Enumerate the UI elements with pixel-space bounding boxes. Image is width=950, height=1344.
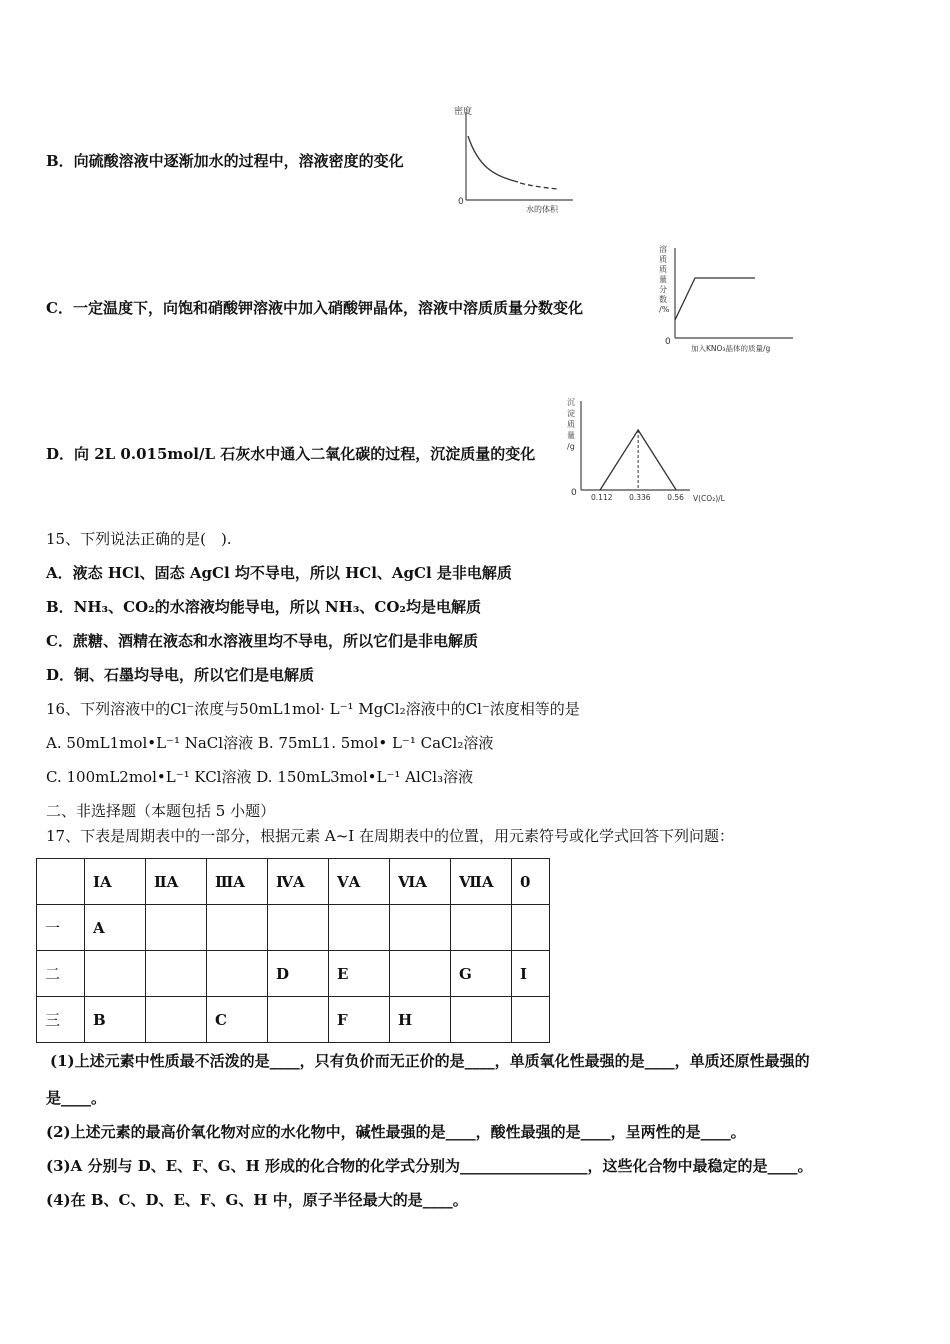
table-cell bbox=[268, 905, 329, 951]
graph-c-mass-fraction bbox=[653, 238, 803, 358]
table-cell bbox=[512, 997, 550, 1043]
graph-ylabel-unit: /% bbox=[659, 305, 670, 314]
graph-ylabel-char: 质 bbox=[659, 265, 667, 274]
graph-c-ylabel bbox=[659, 244, 670, 314]
graph-d-ylabel bbox=[567, 398, 575, 451]
table-cell bbox=[37, 859, 85, 905]
table-header-cell: ⅥA bbox=[390, 859, 451, 905]
graph-c-xlabel: 加入KNO₃晶体的质量/g bbox=[691, 344, 771, 353]
table-row bbox=[37, 905, 550, 951]
q17-sub1-line1: (1)上述元素中性质最不活泼的是____，只有负价而无正价的是____，单质氧化性最强的是____，单质还原性最强的 bbox=[50, 1052, 810, 1070]
table-cell: H bbox=[390, 997, 451, 1043]
table-cell bbox=[146, 905, 207, 951]
table-cell bbox=[451, 905, 512, 951]
option-b-text: B．向硫酸溶液中逐渐加水的过程中，溶液密度的变化 bbox=[46, 152, 404, 170]
table-header-cell: ⅦA bbox=[451, 859, 512, 905]
graph-d-ticks bbox=[591, 493, 684, 502]
q16-options-ab: A. 50mL1mol•L⁻¹ NaCl溶液 B. 75mL1. 5mol• L⁻¹ CaCl₂溶液 bbox=[46, 734, 494, 752]
graph-b-origin: 0 bbox=[458, 197, 464, 207]
graph-ylabel-char: 量 bbox=[659, 275, 667, 284]
table-row bbox=[37, 997, 550, 1043]
table-cell: 二 bbox=[37, 951, 85, 997]
table-cell bbox=[512, 905, 550, 951]
q15-option-c: C．蔗糖、酒精在液态和水溶液里均不导电，所以它们是非电解质 bbox=[46, 632, 478, 650]
graph-ylabel-char: 数 bbox=[659, 295, 667, 304]
graph-c-origin: 0 bbox=[665, 337, 671, 347]
graph-ylabel-unit: /g bbox=[567, 442, 575, 451]
q17-sub3: (3)A 分别与 D、E、F、G、H 形成的化合物的化学式分别为_________________，这些化合物中最稳定的是____。 bbox=[46, 1157, 813, 1175]
table-cell bbox=[451, 997, 512, 1043]
table-cell bbox=[207, 905, 268, 951]
table-cell: G bbox=[451, 951, 512, 997]
table-header-cell: ⅡA bbox=[146, 859, 207, 905]
graph-b-curve-dashed bbox=[520, 183, 558, 189]
table-header-cell: ⅣA bbox=[268, 859, 329, 905]
graph-d-tick-label: 0.112 bbox=[591, 493, 613, 502]
table-cell bbox=[146, 997, 207, 1043]
q15-stem: 15、下列说法正确的是( ). bbox=[46, 530, 232, 548]
table-cell: 一 bbox=[37, 905, 85, 951]
table-cell: 三 bbox=[37, 997, 85, 1043]
option-d-text: D．向 2L 0.015mol/L 石灰水中通入二氧化碳的过程，沉淀质量的变化 bbox=[46, 445, 536, 463]
table-row bbox=[37, 951, 550, 997]
table-cell bbox=[329, 905, 390, 951]
table-cell: C bbox=[207, 997, 268, 1043]
graph-ylabel-char: 沉 bbox=[567, 398, 575, 407]
table-header-cell: 0 bbox=[512, 859, 550, 905]
table-cell: B bbox=[85, 997, 146, 1043]
table-cell: D bbox=[268, 951, 329, 997]
q15-option-b: B．NH₃、CO₂的水溶液均能导电，所以 NH₃、CO₂均是电解质 bbox=[46, 598, 481, 616]
table-cell bbox=[146, 951, 207, 997]
q16-stem: 16、下列溶液中的Cl⁻浓度与50mL1mol· L⁻¹ MgCl₂溶液中的Cl⁻浓度相等的是 bbox=[46, 700, 580, 718]
graph-ylabel-char: 淀 bbox=[567, 409, 575, 418]
graph-b-curve bbox=[468, 136, 518, 182]
graph-ylabel-char: 质 bbox=[659, 255, 667, 264]
q17-sub4: (4)在 B、C、D、E、F、G、H 中，原子半径最大的是____。 bbox=[46, 1191, 468, 1209]
table-header-cell: ⅢA bbox=[207, 859, 268, 905]
table-cell: I bbox=[512, 951, 550, 997]
graph-b-density bbox=[448, 100, 588, 215]
table-header-row bbox=[37, 859, 550, 905]
table-header-cell: ⅤA bbox=[329, 859, 390, 905]
table-cell: F bbox=[329, 997, 390, 1043]
q17-sub1-line2: 是____。 bbox=[46, 1089, 107, 1107]
option-c-text: C．一定温度下，向饱和硝酸钾溶液中加入硝酸钾晶体，溶液中溶质质量分数变化 bbox=[46, 299, 583, 317]
table-header-cell: ⅠA bbox=[85, 859, 146, 905]
table-cell bbox=[390, 951, 451, 997]
graph-d-xlabel: V(CO₂)/L bbox=[693, 494, 725, 503]
table-cell bbox=[390, 905, 451, 951]
q17-stem: 17、下表是周期表中的一部分，根据元素 A~I 在周期表中的位置，用元素符号或化学式回答下列问题： bbox=[46, 827, 734, 845]
graph-c-line bbox=[675, 278, 755, 320]
graph-d-tick-label: 0.336 bbox=[629, 493, 651, 502]
q15-option-d: D．铜、石墨均导电，所以它们是电解质 bbox=[46, 666, 315, 684]
graph-b-ylabel: 密度 bbox=[454, 107, 473, 117]
graph-d-tick-label: 0.56 bbox=[667, 493, 684, 502]
table-cell bbox=[207, 951, 268, 997]
section-2-heading: 二、非选择题（本题包括 5 小题） bbox=[46, 802, 276, 820]
table-cell: E bbox=[329, 951, 390, 997]
graph-b-xlabel: 水的体积 bbox=[526, 205, 558, 214]
periodic-table bbox=[36, 858, 550, 1043]
table-cell bbox=[268, 997, 329, 1043]
table-cell: A bbox=[85, 905, 146, 951]
table-cell bbox=[85, 951, 146, 997]
q15-option-a: A．液态 HCl、固态 AgCl 均不导电，所以 HCl、AgCl 是非电解质 bbox=[46, 564, 512, 582]
graph-ylabel-char: 分 bbox=[659, 285, 667, 294]
graph-ylabel-char: 量 bbox=[567, 431, 575, 440]
graph-ylabel-char: 质 bbox=[567, 420, 575, 429]
q17-sub2: (2)上述元素的最高价氧化物对应的水化物中，碱性最强的是____，酸性最强的是____，呈两性的是____。 bbox=[46, 1123, 746, 1141]
graph-d-origin: 0 bbox=[571, 488, 577, 498]
q16-options-cd: C. 100mL2mol•L⁻¹ KCl溶液 D. 150mL3mol•L⁻¹ AlCl₃溶液 bbox=[46, 768, 474, 786]
graph-d-precipitate bbox=[565, 393, 740, 508]
graph-ylabel-char: 溶 bbox=[659, 245, 667, 254]
